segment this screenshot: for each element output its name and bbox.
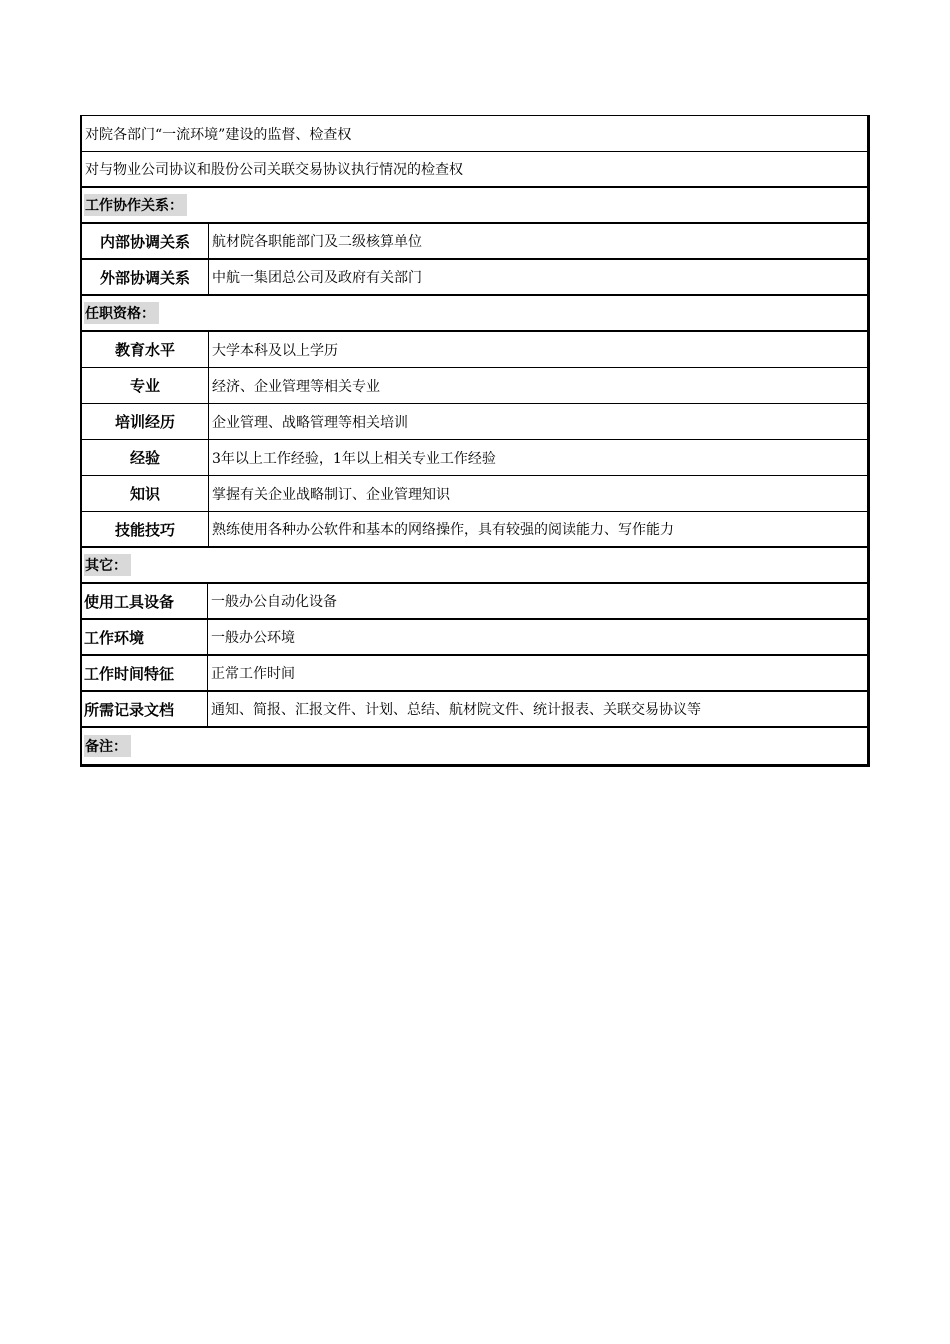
job-description-table bbox=[80, 115, 870, 767]
row-label: 内部协调关系 bbox=[82, 224, 209, 258]
table-row bbox=[82, 620, 867, 656]
row-value: 掌握有关企业战略制订、企业管理知识 bbox=[212, 486, 450, 503]
row-label: 外部协调关系 bbox=[82, 260, 209, 294]
section-title: 任职资格： bbox=[84, 302, 159, 324]
row-value: 企业管理、战略管理等相关培训 bbox=[212, 414, 408, 431]
row-value: 一般办公自动化设备 bbox=[211, 594, 337, 610]
section-qualifications bbox=[82, 296, 867, 332]
section-title: 备注： bbox=[84, 735, 131, 757]
row-value: 3年以上工作经验，1年以上相关专业工作经验 bbox=[212, 450, 496, 467]
section-cooperation bbox=[82, 188, 867, 224]
table-row bbox=[82, 476, 867, 512]
row-value: 中航一集团总公司及政府有关部门 bbox=[212, 270, 422, 286]
row-label: 教育水平 bbox=[82, 332, 209, 367]
row-value: 通知、简报、汇报文件、计划、总结、航材院文件、统计报表、关联交易协议等 bbox=[211, 702, 701, 718]
table-row bbox=[82, 260, 867, 296]
row-value: 航材院各职能部门及二级核算单位 bbox=[212, 234, 422, 250]
row-label: 工作环境 bbox=[82, 620, 208, 654]
section-title: 工作协作关系： bbox=[84, 194, 187, 216]
row-label: 经验 bbox=[82, 440, 209, 475]
row-label: 培训经历 bbox=[82, 404, 209, 439]
authority-text: 对院各部门“一流环境”建设的监督、检查权 bbox=[85, 126, 352, 143]
row-label: 技能技巧 bbox=[82, 512, 209, 546]
section-remarks bbox=[82, 728, 867, 764]
table-row bbox=[82, 368, 867, 404]
row-label: 所需记录文档 bbox=[82, 692, 208, 726]
row-label: 知识 bbox=[82, 476, 209, 511]
row-label: 使用工具设备 bbox=[82, 584, 208, 618]
table-row bbox=[82, 584, 867, 620]
table-row bbox=[82, 224, 867, 260]
row-value: 一般办公环境 bbox=[211, 630, 295, 646]
table-row bbox=[82, 440, 867, 476]
row-label: 专业 bbox=[82, 368, 209, 403]
section-other bbox=[82, 548, 867, 584]
authority-row bbox=[82, 152, 867, 188]
row-label: 工作时间特征 bbox=[82, 656, 208, 690]
table-row bbox=[82, 692, 867, 728]
row-value: 熟练使用各种办公软件和基本的网络操作，具有较强的阅读能力、写作能力 bbox=[212, 522, 674, 538]
section-title: 其它： bbox=[84, 554, 131, 576]
authority-row bbox=[82, 116, 867, 152]
row-value: 大学本科及以上学历 bbox=[212, 342, 338, 359]
table-row bbox=[82, 656, 867, 692]
row-value: 经济、企业管理等相关专业 bbox=[212, 378, 380, 395]
row-value: 正常工作时间 bbox=[211, 666, 295, 682]
table-row bbox=[82, 332, 867, 368]
table-row bbox=[82, 404, 867, 440]
authority-text: 对与物业公司协议和股份公司关联交易协议执行情况的检查权 bbox=[85, 162, 463, 178]
table-row bbox=[82, 512, 867, 548]
